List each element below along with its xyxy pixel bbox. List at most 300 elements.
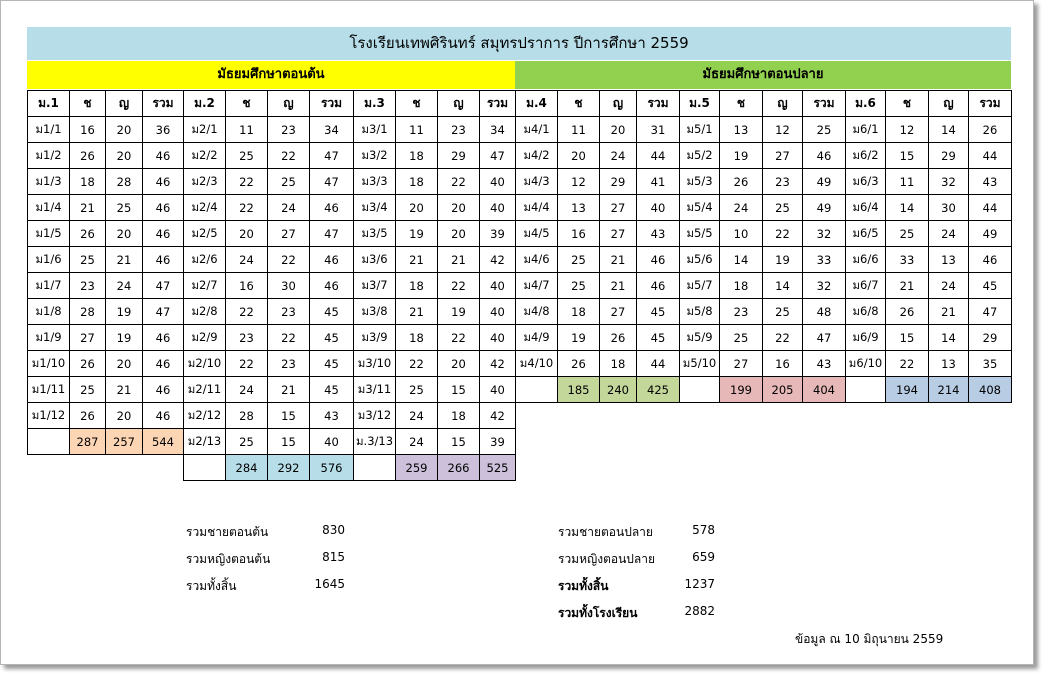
table-cell: 27 [720,351,763,377]
summary-lower-girls-label: รวมหญิงตอนต้น [186,552,271,566]
table-cell: 12 [886,117,929,143]
table-cell: 21 [438,247,480,273]
table-cell: ม1/2 [28,143,70,169]
table-cell: 26 [70,351,106,377]
table-cell: 44 [969,143,1012,169]
table-cell: 46 [143,403,184,429]
table-cell: 28 [70,299,106,325]
table-cell: 42 [480,351,516,377]
table-cell: 22 [763,221,803,247]
table-row [28,325,516,351]
table-cell: 23 [763,169,803,195]
table-cell: 26 [969,117,1012,143]
table-row [516,221,1012,247]
table-cell: 27 [763,143,803,169]
table-cell: 18 [396,143,438,169]
table-cell: 18 [600,351,637,377]
table-row [516,273,1012,299]
header-cell: ญ [929,91,969,117]
table-cell: 44 [637,143,680,169]
table-cell: ม2/5 [184,221,226,247]
table-cell: 18 [396,273,438,299]
table-cell: 25 [763,195,803,221]
table-cell: 22 [268,143,310,169]
m6-total-girls: 214 [929,377,969,403]
table-cell: 49 [803,169,846,195]
table-cell: ม1/9 [28,325,70,351]
table-cell: ม5/7 [680,273,720,299]
table-cell: 33 [803,247,846,273]
table-row [516,299,1012,325]
table-cell: 44 [637,351,680,377]
table-cell: 43 [969,169,1012,195]
table-cell: ม3/3 [354,169,396,195]
table-cell: 28 [106,169,143,195]
table-cell: ม5/10 [680,351,720,377]
table-cell: 45 [637,299,680,325]
table-cell: 46 [143,351,184,377]
table-cell: ม5/6 [680,247,720,273]
table-cell: ม3/7 [354,273,396,299]
m5-total-girls: 205 [763,377,803,403]
table-cell: 46 [143,325,184,351]
table-cell: ม2/7 [184,273,226,299]
table-row [516,117,1012,143]
table-cell: ม3/4 [354,195,396,221]
header-cell: ญ [106,91,143,117]
table-cell: 20 [600,117,637,143]
table-cell: ม6/6 [846,247,886,273]
table-cell: 18 [70,169,106,195]
table-cell: 20 [558,143,600,169]
table-cell: 22 [226,351,268,377]
table-cell: 21 [106,247,143,273]
table-cell: 25 [558,273,600,299]
table-cell [516,377,558,403]
table-cell: 43 [637,221,680,247]
table-cell: ม4/4 [516,195,558,221]
header-cell: รวม [310,91,354,117]
header-cell: ช [886,91,929,117]
table-cell: 21 [70,195,106,221]
table-cell: 39 [480,221,516,247]
table-cell: 11 [396,117,438,143]
table-cell: 20 [396,195,438,221]
table-cell: 22 [268,247,310,273]
table-cell [143,455,184,481]
table-cell: 14 [929,117,969,143]
m1-total-boys: 287 [70,429,106,455]
header-cell: รวม [480,91,516,117]
m1-total-girls: 257 [106,429,143,455]
table-row [516,195,1012,221]
table-cell: 22 [268,325,310,351]
table-cell: ม1/11 [28,377,70,403]
table-cell: ม.3/13 [354,429,396,455]
table-cell: 27 [600,299,637,325]
table-row [28,169,516,195]
table-cell: 24 [720,195,763,221]
header-cell: ม.3 [354,91,396,117]
table-cell: 19 [720,143,763,169]
table-cell: 21 [396,299,438,325]
table-cell: 22 [438,169,480,195]
table-cell: 24 [929,273,969,299]
header-cell: ช [558,91,600,117]
table-cell: 22 [226,299,268,325]
summary-school-total-value: 2882 [684,604,715,618]
table-cell: ม3/8 [354,299,396,325]
table-cell: 15 [886,143,929,169]
table-cell: 19 [763,247,803,273]
table-cell: ม2/8 [184,299,226,325]
table-cell: 19 [438,299,480,325]
table-cell: 23 [70,273,106,299]
table-row [28,351,516,377]
table-cell: ม5/8 [680,299,720,325]
table-cell: 27 [600,195,637,221]
table-cell: 23 [268,117,310,143]
lower-secondary-table [27,90,516,481]
m2-total-all: 576 [310,455,354,481]
table-cell: ม2/9 [184,325,226,351]
table-cell: 11 [558,117,600,143]
table-cell: 20 [106,221,143,247]
table-cell: 45 [310,299,354,325]
table-cell: 46 [310,195,354,221]
table-cell: 32 [803,273,846,299]
table-cell: ม3/9 [354,325,396,351]
table-cell: 14 [763,273,803,299]
table-cell: ม2/3 [184,169,226,195]
table-cell: 22 [438,325,480,351]
lower-secondary-band: มัธยมศึกษาตอนต้น [27,61,515,89]
table-cell [354,455,396,481]
page-title: โรงเรียนเทพศิรินทร์ สมุทรปราการ ปีการศึกษา 2559 [27,27,1011,60]
table-cell: ม4/3 [516,169,558,195]
table-cell: 20 [106,403,143,429]
table-cell: 25 [70,247,106,273]
header-cell: รวม [143,91,184,117]
table-cell: 45 [637,325,680,351]
table-cell: 15 [886,325,929,351]
table-cell: ม1/12 [28,403,70,429]
table-cell: 24 [226,377,268,403]
table-cell: 24 [396,429,438,455]
table-cell: 29 [600,169,637,195]
table-cell: 23 [268,299,310,325]
table-cell: ม1/4 [28,195,70,221]
table-cell: 25 [558,247,600,273]
table-row [516,169,1012,195]
table-cell: ม4/9 [516,325,558,351]
table-cell: 39 [480,429,516,455]
upper-secondary-band: มัธยมศึกษาตอนปลาย [515,61,1011,89]
table-cell [70,455,106,481]
table-cell: ม1/3 [28,169,70,195]
table-cell: ม3/1 [354,117,396,143]
table-cell: 25 [106,195,143,221]
table-cell: 20 [106,143,143,169]
summary-upper-boys-label: รวมชายตอนปลาย [558,525,653,539]
table-row [28,377,516,403]
table-cell: 20 [106,117,143,143]
summary-lower-girls-value: 815 [322,550,345,564]
table-cell [28,429,70,455]
header-cell: รวม [637,91,680,117]
table-cell: 47 [310,221,354,247]
table-row [28,247,516,273]
table-cell: 23 [226,325,268,351]
table-cell: 13 [929,247,969,273]
table-cell: 46 [143,377,184,403]
table-cell: ม6/2 [846,143,886,169]
summary-lower-boys-value: 830 [322,523,345,537]
table-cell: ม2/2 [184,143,226,169]
table-row [28,455,516,481]
table-cell: 47 [310,143,354,169]
table-cell: 33 [886,247,929,273]
table-cell: 23 [720,299,763,325]
table-cell: 46 [803,143,846,169]
table-row [28,221,516,247]
table-cell: ม1/7 [28,273,70,299]
header-cell: ช [70,91,106,117]
table-cell: 40 [480,299,516,325]
table-cell: 20 [438,351,480,377]
table-cell: 16 [558,221,600,247]
table-cell: 24 [600,143,637,169]
table-cell: 22 [886,351,929,377]
upper-secondary-table [515,90,1012,403]
table-cell [28,455,70,481]
table-cell: 12 [558,169,600,195]
header-cell: ม.5 [680,91,720,117]
table-row [28,143,516,169]
summary-upper-girls-label: รวมหญิงตอนปลาย [558,552,656,566]
table-cell: 15 [268,403,310,429]
table-row [28,273,516,299]
table-cell: 19 [106,299,143,325]
table-cell: 19 [558,325,600,351]
table-cell: 40 [480,273,516,299]
table-cell: ม6/9 [846,325,886,351]
table-cell: ม6/3 [846,169,886,195]
table-cell: ม1/10 [28,351,70,377]
table-cell: 11 [886,169,929,195]
table-cell: 12 [763,117,803,143]
table-row [28,429,516,455]
table-cell: 35 [969,351,1012,377]
table-cell: ม1/6 [28,247,70,273]
m4-total-boys: 185 [558,377,600,403]
table-cell: 32 [929,169,969,195]
table-cell: 24 [396,403,438,429]
table-cell: 10 [720,221,763,247]
table-cell: 29 [929,143,969,169]
table-cell: ม3/2 [354,143,396,169]
table-cell: 47 [143,299,184,325]
table-cell: 40 [480,325,516,351]
summary-school-total-label: รวมทั้งโรงเรียน [558,606,638,620]
table-cell: 40 [480,195,516,221]
summary-upper-girls-value: 659 [692,550,715,564]
table-row [516,247,1012,273]
table-cell: 40 [637,195,680,221]
summary-lower-total-value: 1645 [314,577,345,591]
table-cell: ม2/13 [184,429,226,455]
table-cell: 28 [226,403,268,429]
table-cell: ม5/4 [680,195,720,221]
summary-lower-boys-label: รวมชายตอนต้น [186,525,269,539]
table-cell: 13 [720,117,763,143]
header-cell: ม.2 [184,91,226,117]
table-cell [846,377,886,403]
table-cell: 20 [438,221,480,247]
table-cell: 18 [720,273,763,299]
table-cell: 18 [396,325,438,351]
table-cell: 47 [310,169,354,195]
header-cell: รวม [803,91,846,117]
table-cell: 25 [226,429,268,455]
table-cell: 23 [438,117,480,143]
summary-upper-total-value: 1237 [684,577,715,591]
table-cell: 19 [396,221,438,247]
table-cell: ม6/7 [846,273,886,299]
m3-total-girls: 266 [438,455,480,481]
header-cell: ญ [268,91,310,117]
table-cell: 43 [310,403,354,429]
header-cell: ช [396,91,438,117]
m4-total-all: 425 [637,377,680,403]
table-cell: 25 [886,221,929,247]
table-cell: 21 [600,273,637,299]
table-cell: 25 [803,117,846,143]
table-cell: 49 [969,221,1012,247]
table-row [516,351,1012,377]
table-cell: 25 [396,377,438,403]
table-cell: ม4/10 [516,351,558,377]
table-cell: ม3/6 [354,247,396,273]
table-cell: ม4/5 [516,221,558,247]
header-cell: ม.4 [516,91,558,117]
table-cell: ม1/1 [28,117,70,143]
table-cell: ม6/5 [846,221,886,247]
table-cell: 44 [969,195,1012,221]
table-cell: 26 [70,403,106,429]
table-cell: 29 [969,325,1012,351]
table-cell: 26 [720,169,763,195]
table-cell: 47 [480,143,516,169]
table-cell: ม1/5 [28,221,70,247]
table-header-row [516,91,1012,117]
table-cell: 22 [763,325,803,351]
table-cell: ม6/8 [846,299,886,325]
table-row [28,117,516,143]
m6-total-boys: 194 [886,377,929,403]
table-cell: 47 [143,273,184,299]
table-cell: ม2/11 [184,377,226,403]
table-cell: 24 [268,195,310,221]
table-cell: 29 [438,143,480,169]
table-cell: 48 [803,299,846,325]
table-cell: 11 [226,117,268,143]
table-cell: 42 [480,247,516,273]
table-cell: 13 [929,351,969,377]
header-cell: ม.1 [28,91,70,117]
table-cell: 21 [106,377,143,403]
table-cell [184,455,226,481]
table-cell: 24 [226,247,268,273]
table-cell: 26 [886,299,929,325]
table-cell: 30 [929,195,969,221]
table-cell: ม5/1 [680,117,720,143]
summary-lower-total-label: รวมทั้งสิ้น [186,579,237,593]
table-cell: 34 [480,117,516,143]
table-cell: 30 [268,273,310,299]
table-cell: 32 [803,221,846,247]
m5-total-boys: 199 [720,377,763,403]
table-cell: 25 [720,325,763,351]
summary-upper-boys-value: 578 [692,523,715,537]
m2-total-girls: 292 [268,455,310,481]
table-cell: ม3/12 [354,403,396,429]
table-cell: 40 [480,169,516,195]
table-cell: 20 [438,195,480,221]
header-cell: รวม [969,91,1012,117]
table-cell: 14 [886,195,929,221]
table-row [28,403,516,429]
table-row [516,143,1012,169]
table-cell: ม2/12 [184,403,226,429]
header-cell: ญ [763,91,803,117]
table-cell: 40 [480,377,516,403]
table-cell: 27 [600,221,637,247]
table-cell: ม5/5 [680,221,720,247]
table-cell: 15 [438,429,480,455]
table-cell: 46 [143,169,184,195]
table-cell: 15 [438,377,480,403]
table-header-row [28,91,516,117]
table-cell [680,377,720,403]
table-cell: 21 [268,377,310,403]
table-cell: ม6/4 [846,195,886,221]
table-cell: 46 [143,221,184,247]
table-cell: ม4/2 [516,143,558,169]
table-cell: 22 [226,169,268,195]
table-cell: 23 [268,351,310,377]
table-cell: 40 [310,429,354,455]
table-row [516,325,1012,351]
table-cell: ม3/11 [354,377,396,403]
table-cell: 18 [396,169,438,195]
table-cell: 46 [310,273,354,299]
table-cell: 49 [803,195,846,221]
m2-total-boys: 284 [226,455,268,481]
table-cell: 31 [637,117,680,143]
table-cell: 20 [106,351,143,377]
table-cell: 26 [70,221,106,247]
table-cell: ม4/1 [516,117,558,143]
table-cell: ม4/7 [516,273,558,299]
table-cell: 45 [310,351,354,377]
table-cell: 18 [438,403,480,429]
table-cell: ม2/10 [184,351,226,377]
table-cell: 21 [929,299,969,325]
table-cell: 25 [70,377,106,403]
table-cell: 22 [438,273,480,299]
m3-total-boys: 259 [396,455,438,481]
